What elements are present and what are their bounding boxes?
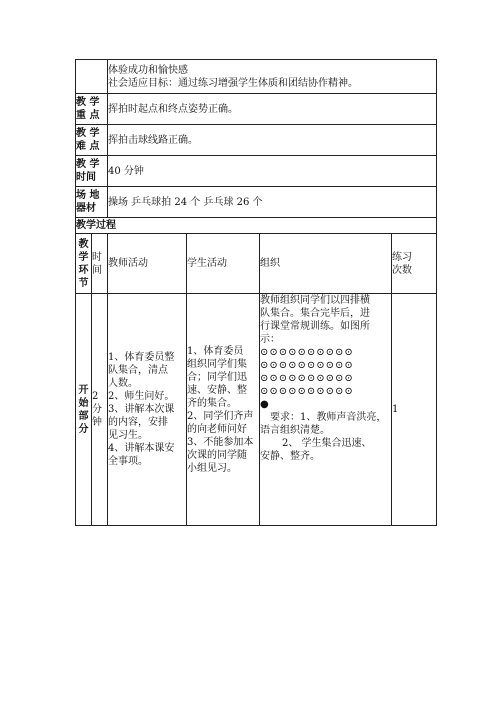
- equipment-text: 操场 乒乓球拍 24 个 乒乓球 26 个: [108, 187, 437, 218]
- time-label-2: 时间: [76, 172, 96, 183]
- difficulty-label: [76, 125, 108, 156]
- org-req2-line-2: 安静、整齐。: [260, 451, 320, 462]
- opening-stage-2: 始: [78, 397, 89, 409]
- header-stage-2: 学: [78, 251, 89, 263]
- goals-cell: [108, 60, 437, 94]
- student-formation-row-3: ⊙⊙⊙⊙⊙⊙⊙⊙⊙⊙: [260, 373, 354, 384]
- key-point-label-2: 重 点: [76, 110, 100, 121]
- equipment-label-1: 场 地: [76, 190, 100, 201]
- teacher-line-3: 人数。: [108, 378, 138, 389]
- opening-teacher: [108, 294, 187, 526]
- key-point-text: 挥拍时起点和终点姿势正确。: [108, 94, 437, 125]
- org-req1-line-1: 要求：1、教师声音洪亮，: [270, 412, 387, 423]
- difficulty-label-1: 教 学: [76, 128, 100, 139]
- teacher-line-6: 的内容，安排: [108, 417, 168, 428]
- header-stage: [76, 234, 92, 294]
- teacher-line-4: 2、师生问好。: [108, 391, 175, 402]
- student-formation-row-4: ⊙⊙⊙⊙⊙⊙⊙⊙⊙⊙: [260, 386, 354, 397]
- key-point-label-1: 教 学: [76, 97, 100, 108]
- header-reps-2: 次数: [392, 264, 412, 276]
- student-line-7: 的向老师问好: [187, 423, 247, 435]
- org-intro-2: 队集合。集合完毕后，进: [260, 308, 370, 319]
- key-point-label: [76, 94, 108, 125]
- student-line-9: 次课的同学随: [187, 449, 247, 461]
- teacher-line-1: 1、体育委员整: [108, 352, 175, 363]
- opening-stage: [76, 294, 92, 526]
- time-text: 40 分钟: [108, 156, 437, 187]
- goals-line-2: 社会适应目标：通过练习增强学生体质和团结协作精神。: [108, 77, 358, 89]
- equipment-label-2: 器材: [76, 203, 96, 214]
- opening-time-1: 2: [92, 391, 99, 402]
- header-time: 时间: [92, 234, 108, 294]
- header-reps: [392, 234, 437, 294]
- opening-stage-4: 分: [78, 423, 89, 435]
- student-line-8: 3、不能参加本: [187, 436, 254, 448]
- difficulty-text: 挥拍击球线路正确。: [108, 125, 437, 156]
- opening-time: [92, 294, 108, 526]
- student-line-1: 1、体育委员: [187, 345, 244, 357]
- student-line-4: 速、安静、整: [187, 384, 247, 396]
- header-reps-1: 练习: [392, 251, 412, 263]
- student-line-5: 齐的集合。: [187, 397, 237, 409]
- header-org: 组织: [260, 234, 392, 294]
- opening-org: [260, 294, 392, 526]
- org-req1-line-2: 语言组织清楚。: [260, 425, 330, 436]
- student-line-2: 组织同学们集: [187, 358, 247, 370]
- student-formation-row-1: ⊙⊙⊙⊙⊙⊙⊙⊙⊙⊙: [260, 347, 354, 358]
- student-formation-row-2: ⊙⊙⊙⊙⊙⊙⊙⊙⊙⊙: [260, 360, 354, 371]
- difficulty-label-2: 难 点: [76, 141, 100, 152]
- org-intro-3: 行课堂常规训练。如图所: [260, 321, 370, 332]
- header-teacher: 教师活动: [108, 234, 187, 294]
- org-intro-1: 教师组织同学们以四排横: [260, 295, 370, 306]
- goals-label-cell: [76, 60, 108, 94]
- student-line-10: 小组见习。: [187, 462, 237, 474]
- teacher-line-2: 队集合，清点: [108, 365, 168, 376]
- opening-stage-1: 开: [78, 384, 89, 396]
- process-title: 教学过程: [76, 218, 437, 234]
- org-req2-line-1: 2、 学生集合迅速、: [282, 438, 372, 449]
- time-label: [76, 156, 108, 187]
- opening-reps: 1: [392, 294, 437, 526]
- header-stage-4: 节: [78, 277, 89, 289]
- teacher-line-7: 见习生。: [108, 430, 148, 441]
- lesson-plan-table: [75, 59, 437, 526]
- teacher-line-9: 全事项。: [108, 456, 148, 467]
- header-student: 学生活动: [187, 234, 260, 294]
- opening-time-2: 分: [92, 404, 102, 415]
- equipment-label: [76, 187, 108, 218]
- header-stage-1: 教: [78, 238, 89, 250]
- opening-time-3: 钟: [92, 417, 102, 428]
- student-line-3: 合；同学们迅: [187, 371, 247, 383]
- header-stage-3: 环: [78, 264, 89, 276]
- teacher-line-8: 4、讲解本课安: [108, 443, 175, 454]
- goals-line-1: 体验成功和愉快感: [108, 64, 188, 76]
- opening-student: [187, 294, 260, 526]
- time-label-1: 教 学: [76, 159, 100, 170]
- opening-stage-3: 部: [78, 410, 89, 422]
- org-intro-4: 示：: [260, 334, 280, 345]
- student-line-6: 2、同学们齐声: [187, 410, 254, 422]
- teacher-line-5: 3、讲解本次课: [108, 404, 175, 415]
- teacher-position-icon: ●: [260, 399, 269, 410]
